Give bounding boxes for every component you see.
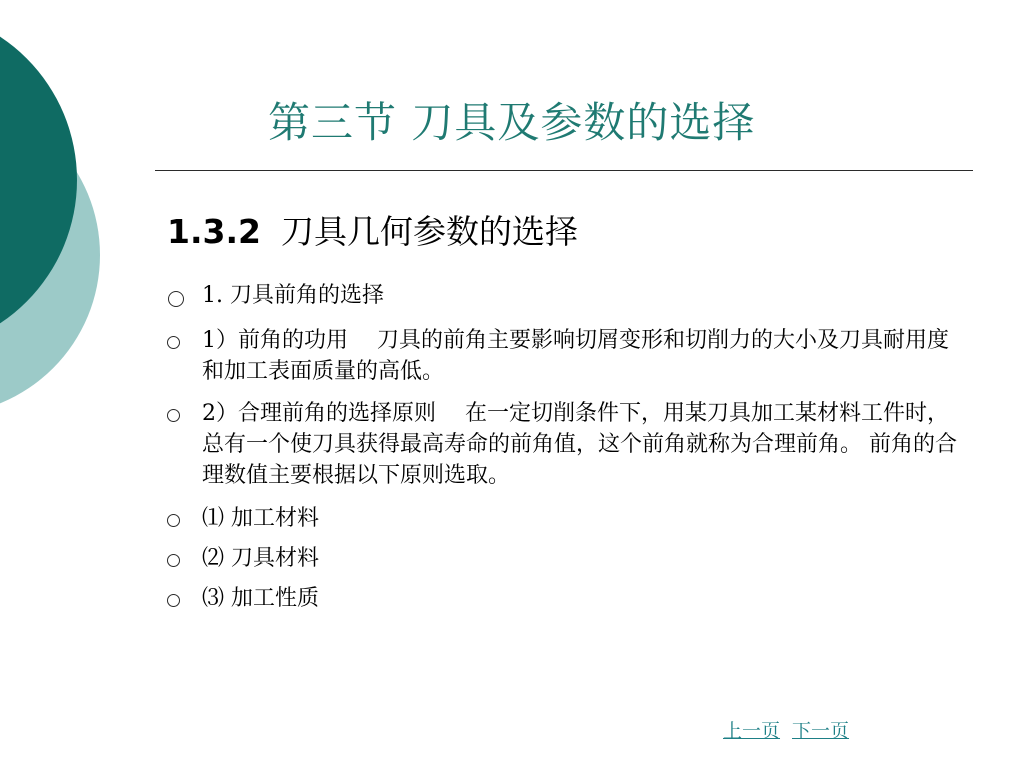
list-item: [160, 503, 970, 534]
bullet-circle-icon: [167, 594, 180, 607]
list-item-text: ⑵ 刀具材料: [202, 546, 319, 571]
section-heading: [167, 212, 578, 252]
list-item: [160, 583, 970, 614]
section-number: 1.3.2: [167, 212, 261, 251]
list-item-text: 1. 刀具前角的选择: [202, 283, 384, 308]
decorative-circles: [0, 0, 110, 420]
title-divider: [155, 170, 973, 171]
list-item: [160, 325, 970, 387]
bullet-circle-icon: [167, 409, 180, 422]
bullet-circle-icon: [167, 554, 180, 567]
page-navigation: [723, 716, 861, 743]
next-page-link[interactable]: 下一页: [792, 720, 850, 742]
bullet-circle-icon: [167, 336, 180, 349]
list-item: [160, 398, 970, 491]
section-title: 刀具几何参数的选择: [280, 212, 578, 251]
list-item: [160, 280, 970, 311]
list-item-text: 2）合理前角的选择原则 在一定切削条件下，用某刀具加工某材料工件时，总有一个使刀具获得最高寿命的前角值，这个前角就称为合理前角。 前角的合理数值主要根据以下原则选取。: [202, 401, 957, 488]
bullet-circle-icon: [167, 514, 180, 527]
list-item-text: ⑴ 加工材料: [202, 506, 319, 531]
list-item-text: 1）前角的功用 刀具的前角主要影响切屑变形和切削力的大小及刀具耐用度和加工表面质量的高低。: [202, 328, 949, 384]
bullet-circle-icon: [168, 291, 184, 307]
list-item-text: ⑶ 加工性质: [202, 586, 319, 611]
bullet-list: [160, 280, 970, 614]
slide-title: 第三节 刀具及参数的选择: [268, 98, 756, 147]
prev-page-link[interactable]: 上一页: [723, 720, 781, 742]
list-item: [160, 543, 970, 574]
